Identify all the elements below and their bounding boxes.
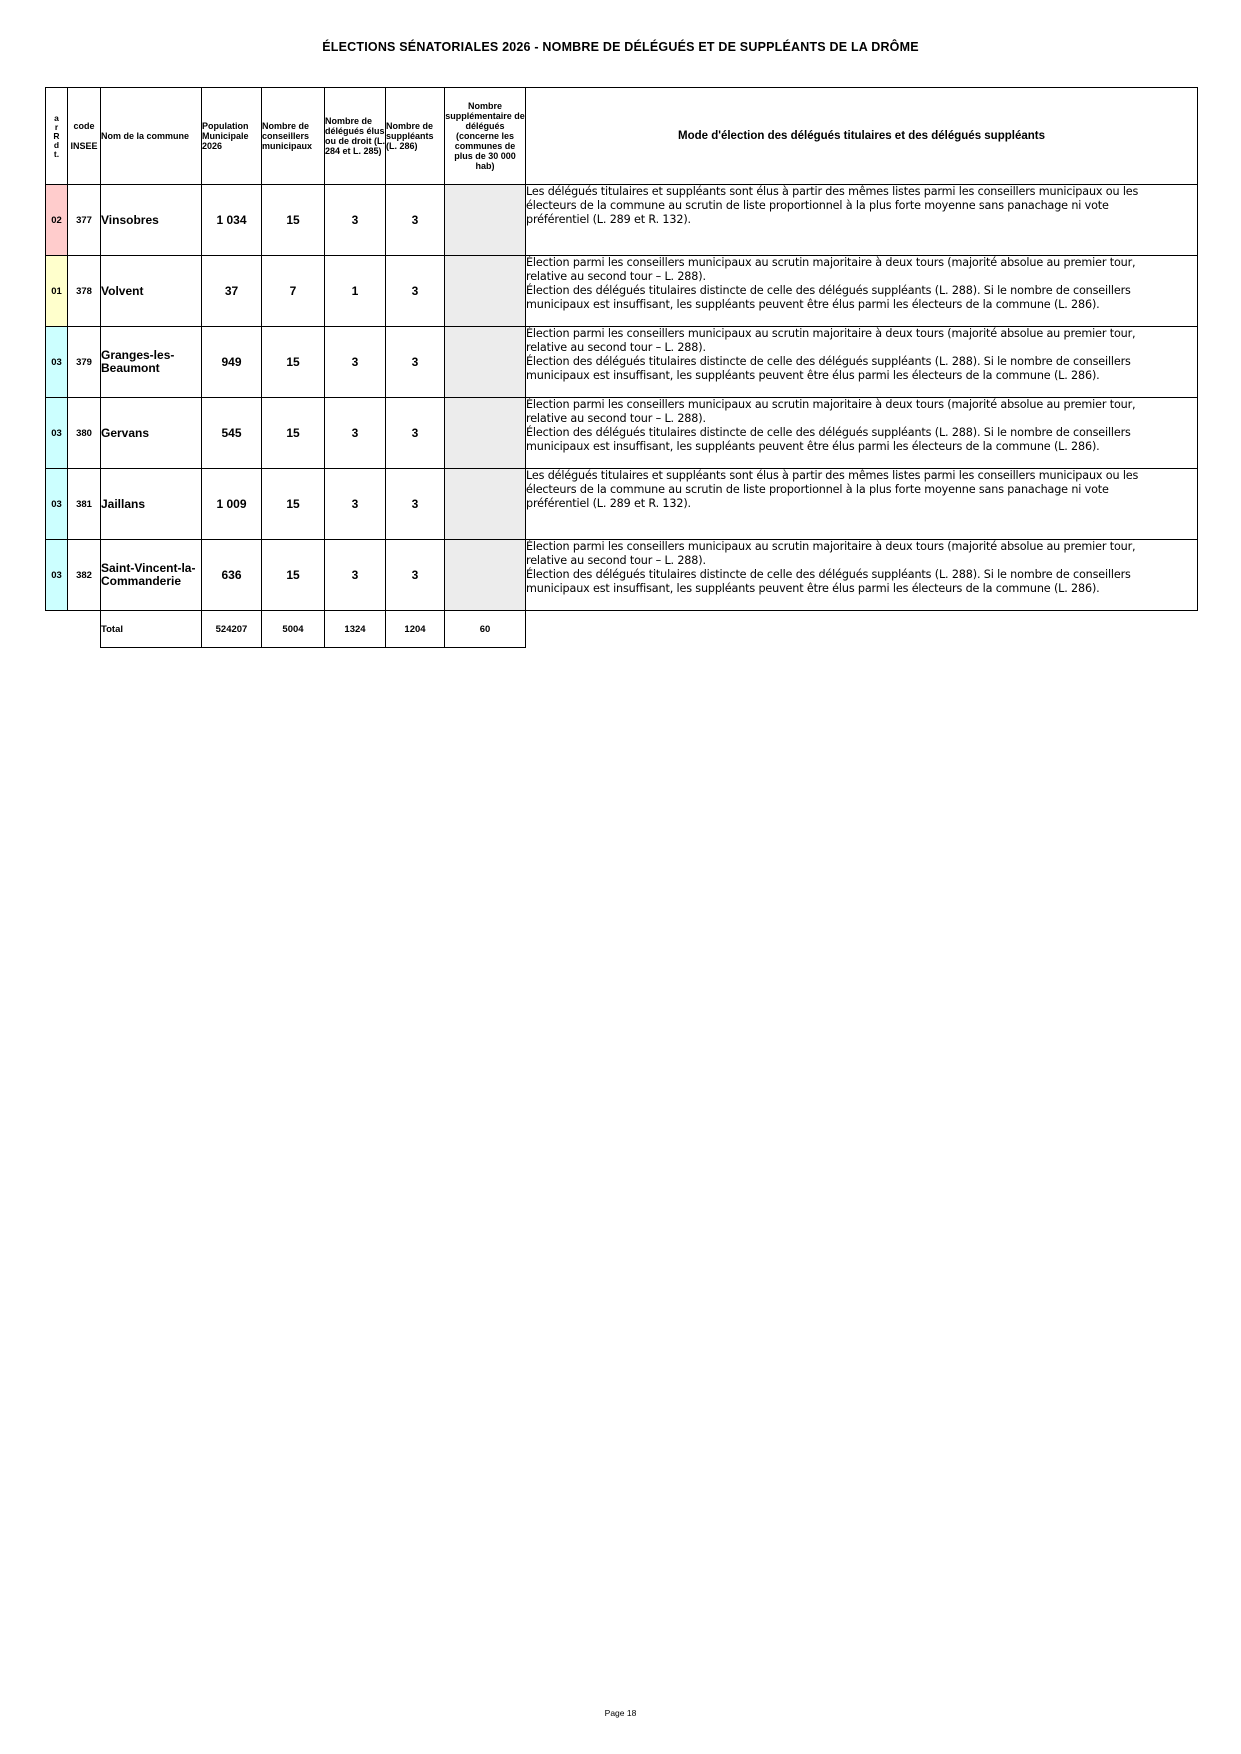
total-blank-cell xyxy=(526,611,1198,648)
supplementaire-cell xyxy=(445,256,526,327)
election-mode-line: relative au second tour – L. 288). xyxy=(526,554,706,567)
conseillers-cell: 15 xyxy=(262,398,325,469)
election-mode-line: relative au second tour – L. 288). xyxy=(526,270,706,283)
election-mode-line: Élection parmi les conseillers municipaux au scrutin majoritaire à deux tours (majorité absolue au premier tour, xyxy=(526,540,1136,553)
total-blank-cell xyxy=(46,611,68,648)
election-mode-line: municipaux est insuffisant, les suppléants peuvent être élus parmi les électeurs de la commune (L. 286). xyxy=(526,582,1100,595)
commune-name-cell: Volvent xyxy=(101,256,202,327)
arrondissement-cell: 02 xyxy=(46,185,68,256)
total-row xyxy=(46,611,1198,648)
conseillers-cell: 15 xyxy=(262,540,325,611)
suppleants-cell: 3 xyxy=(386,327,445,398)
election-mode-line: préférentiel (L. 289 et R. 132). xyxy=(526,213,691,226)
commune-name-cell: Saint-Vincent-la-Commanderie xyxy=(101,540,202,611)
table-row xyxy=(46,540,1198,611)
suppleants-cell: 3 xyxy=(386,469,445,540)
header-population: Population Municipale 2026 xyxy=(202,88,262,185)
supplementaire-cell xyxy=(445,540,526,611)
commune-name-cell: Granges-les-Beaumont xyxy=(101,327,202,398)
election-mode-line: électeurs de la commune au scrutin de liste proportionnel à la plus forte moyenne sans panachage ni vote xyxy=(526,199,1109,212)
population-cell: 1 009 xyxy=(202,469,262,540)
delegues-cell: 3 xyxy=(325,540,386,611)
population-cell: 949 xyxy=(202,327,262,398)
header-code-bottom: INSEE xyxy=(70,141,98,151)
table-row xyxy=(46,327,1198,398)
arrondissement-cell: 03 xyxy=(46,540,68,611)
commune-name-cell: Gervans xyxy=(101,398,202,469)
page-number: Page 18 xyxy=(604,1708,637,1718)
header-delegues: Nombre de délégués élus ou de droit (L. 284 et L. 285) xyxy=(325,88,386,185)
election-mode-line: électeurs de la commune au scrutin de liste proportionnel à la plus forte moyenne sans panachage ni vote xyxy=(526,483,1109,496)
election-mode-cell xyxy=(526,398,1198,469)
arrondissement-cell: 03 xyxy=(46,398,68,469)
arrondissement-cell: 03 xyxy=(46,469,68,540)
table-row xyxy=(46,398,1198,469)
population-cell: 1 034 xyxy=(202,185,262,256)
election-mode-line: Élection parmi les conseillers municipaux au scrutin majoritaire à deux tours (majorité absolue au premier tour, xyxy=(526,398,1136,411)
total-conseillers: 5004 xyxy=(262,611,325,648)
election-mode-cell xyxy=(526,469,1198,540)
election-mode-line: Élection des délégués titulaires distincte de celle des délégués suppléants (L. 288). Si le nombre de conseillers xyxy=(526,355,1131,368)
total-label: Total xyxy=(101,611,202,648)
insee-code-cell: 382 xyxy=(68,540,101,611)
population-cell: 545 xyxy=(202,398,262,469)
insee-code-cell: 378 xyxy=(68,256,101,327)
header-code xyxy=(68,88,101,185)
header-conseillers: Nombre de conseillers municipaux xyxy=(262,88,325,185)
delegues-cell: 3 xyxy=(325,398,386,469)
total-suppleants: 1204 xyxy=(386,611,445,648)
election-mode-line: Élection parmi les conseillers municipaux au scrutin majoritaire à deux tours (majorité absolue au premier tour, xyxy=(526,327,1136,340)
election-mode-line: Élection des délégués titulaires distincte de celle des délégués suppléants (L. 288). Si le nombre de conseillers xyxy=(526,426,1131,439)
header-suppleants: Nombre de suppléants (L. 286) xyxy=(386,88,445,185)
election-mode-line: Élection des délégués titulaires distincte de celle des délégués suppléants (L. 288). Si le nombre de conseillers xyxy=(526,284,1131,297)
suppleants-cell: 3 xyxy=(386,398,445,469)
population-cell: 636 xyxy=(202,540,262,611)
insee-code-cell: 377 xyxy=(68,185,101,256)
delegues-cell: 3 xyxy=(325,469,386,540)
total-population: 524207 xyxy=(202,611,262,648)
total-supplementaire: 60 xyxy=(445,611,526,648)
insee-code-cell: 380 xyxy=(68,398,101,469)
election-mode-line: relative au second tour – L. 288). xyxy=(526,341,706,354)
election-mode-line: Élection parmi les conseillers municipaux au scrutin majoritaire à deux tours (majorité absolue au premier tour, xyxy=(526,256,1136,269)
election-mode-line: Les délégués titulaires et suppléants sont élus à partir des mêmes listes parmi les conseillers municipaux ou les xyxy=(526,469,1139,482)
table-row xyxy=(46,185,1198,256)
table-header-row xyxy=(46,88,1198,185)
conseillers-cell: 7 xyxy=(262,256,325,327)
election-mode-line: Élection des délégués titulaires distincte de celle des délégués suppléants (L. 288). Si le nombre de conseillers xyxy=(526,568,1131,581)
header-supplementaire: Nombre supplémentaire de délégués (concerne les communes de plus de 30 000 hab) xyxy=(445,88,526,185)
delegates-table xyxy=(45,87,1198,648)
supplementaire-cell xyxy=(445,398,526,469)
insee-code-cell: 379 xyxy=(68,327,101,398)
conseillers-cell: 15 xyxy=(262,185,325,256)
election-mode-line: préférentiel (L. 289 et R. 132). xyxy=(526,497,691,510)
delegues-cell: 3 xyxy=(325,327,386,398)
election-mode-line: municipaux est insuffisant, les suppléants peuvent être élus parmi les électeurs de la commune (L. 286). xyxy=(526,298,1100,311)
election-mode-line: municipaux est insuffisant, les suppléants peuvent être élus parmi les électeurs de la commune (L. 286). xyxy=(526,440,1100,453)
arrondissement-cell: 01 xyxy=(46,256,68,327)
election-mode-cell xyxy=(526,185,1198,256)
header-nom: Nom de la commune xyxy=(101,88,202,185)
supplementaire-cell xyxy=(445,327,526,398)
commune-name-cell: Jaillans xyxy=(101,469,202,540)
table-row xyxy=(46,256,1198,327)
election-mode-cell xyxy=(526,256,1198,327)
suppleants-cell: 3 xyxy=(386,185,445,256)
suppleants-cell: 3 xyxy=(386,256,445,327)
supplementaire-cell xyxy=(445,469,526,540)
header-mode: Mode d'élection des délégués titulaires et des délégués suppléants xyxy=(526,88,1198,185)
election-mode-cell xyxy=(526,327,1198,398)
header-arrondissement xyxy=(46,88,68,185)
election-mode-line: relative au second tour – L. 288). xyxy=(526,412,706,425)
supplementaire-cell xyxy=(445,185,526,256)
delegues-cell: 1 xyxy=(325,256,386,327)
header-code-top: code xyxy=(73,121,95,131)
total-delegues: 1324 xyxy=(325,611,386,648)
total-blank-cell xyxy=(68,611,101,648)
election-mode-line: Les délégués titulaires et suppléants sont élus à partir des mêmes listes parmi les conseillers municipaux ou les xyxy=(526,185,1139,198)
delegues-cell: 3 xyxy=(325,185,386,256)
election-mode-line: municipaux est insuffisant, les suppléants peuvent être élus parmi les électeurs de la commune (L. 286). xyxy=(526,369,1100,382)
conseillers-cell: 15 xyxy=(262,469,325,540)
suppleants-cell: 3 xyxy=(386,540,445,611)
document-title: ÉLECTIONS SÉNATORIALES 2026 - NOMBRE DE DÉLÉGUÉS ET DE SUPPLÉANTS DE LA DRÔME xyxy=(322,40,919,54)
header-arrondissement-label: arRdt. xyxy=(53,112,60,159)
arrondissement-cell: 03 xyxy=(46,327,68,398)
population-cell: 37 xyxy=(202,256,262,327)
insee-code-cell: 381 xyxy=(68,469,101,540)
table-row xyxy=(46,469,1198,540)
conseillers-cell: 15 xyxy=(262,327,325,398)
election-mode-cell xyxy=(526,540,1198,611)
commune-name-cell: Vinsobres xyxy=(101,185,202,256)
